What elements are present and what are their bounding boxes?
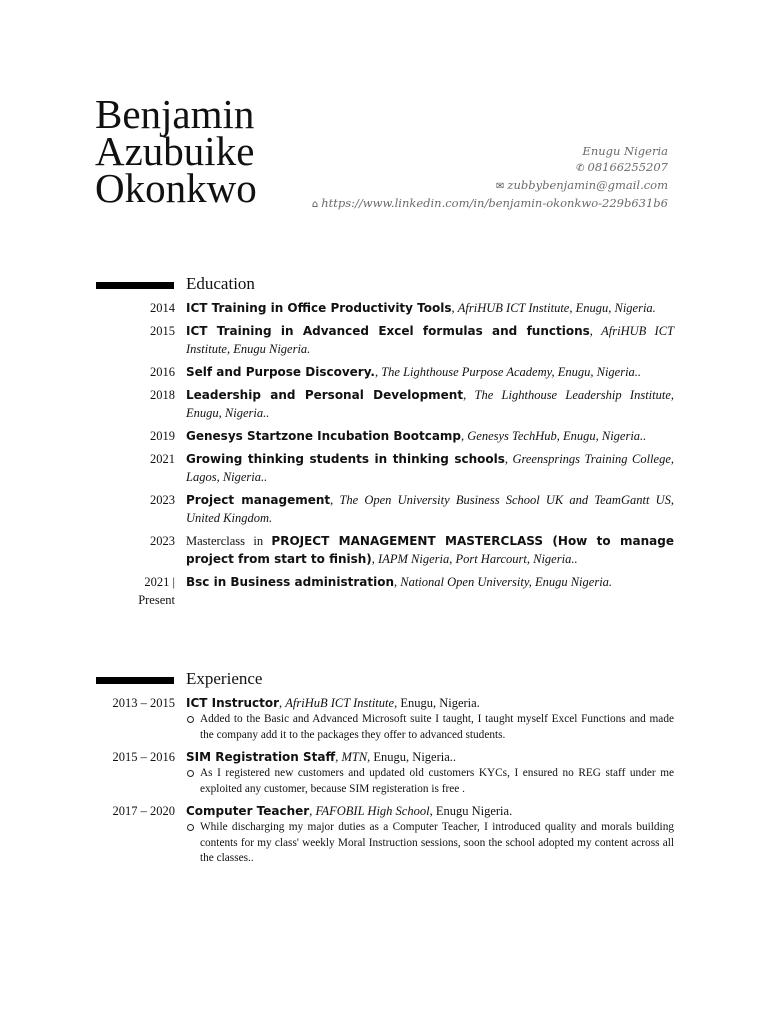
- entry-title: Leadership and Personal Development: [186, 388, 464, 402]
- bullet-circle-icon: [187, 824, 194, 831]
- name-middle: Azubuike: [95, 128, 255, 174]
- entry-separator: ,: [463, 388, 467, 402]
- entry-title: ICT Training in Advanced Excel formulas and functions: [186, 324, 590, 338]
- education-entry: [0, 386, 768, 422]
- linkedin-icon: ⌂: [311, 199, 319, 210]
- bullet-circle-icon: [187, 716, 194, 723]
- entry-separator: ,: [451, 301, 455, 315]
- contact-linkedin[interactable]: ⌂ https://www.linkedin.com/in/benjamin-okonkwo-229b631b6: [311, 196, 668, 210]
- entry-prefix: Masterclass in: [186, 534, 272, 548]
- entry-bullet: [200, 820, 674, 867]
- entry-date-text: 2015: [150, 324, 175, 338]
- education-section: [0, 273, 768, 607]
- entry-content: [186, 322, 674, 358]
- experience-entry: [0, 694, 768, 743]
- contact-phone: ✆ 08166255207: [576, 160, 668, 174]
- name-first: Benjamin: [95, 91, 255, 137]
- entry-date-text: 2018: [150, 388, 175, 402]
- phone-icon: ✆: [576, 163, 585, 174]
- entry-content: ICT Instructor, AfriHuB ICT Institute, Enugu, Nigeria.: [186, 696, 480, 710]
- entry-title: Bsc in Business administration: [186, 575, 394, 589]
- education-entry: [0, 299, 768, 317]
- entry-date-text: 2023: [150, 534, 175, 548]
- entry-date: 2013 – 2015: [112, 696, 175, 710]
- section-bar: [96, 282, 174, 289]
- entry-employer: FAFOBIL High School: [315, 804, 430, 818]
- education-list: [0, 299, 768, 607]
- entry-employer: AfriHuB ICT Institute: [285, 696, 395, 710]
- entry-bullet-text: Added to the Basic and Advanced Microsoft suite I taught, I taught myself Excel Functions and made the company add it to the packages they offer to advanced students.: [200, 713, 674, 741]
- entry-date: [75, 573, 175, 609]
- entry-separator: ,: [330, 493, 334, 507]
- entry-date-text: 2023: [150, 493, 175, 507]
- entry-title: Computer Teacher: [186, 804, 310, 818]
- entry-title: Growing thinking students in thinking schools: [186, 452, 505, 466]
- entry-date: [75, 532, 175, 550]
- entry-date: [75, 427, 175, 445]
- entry-date-text: 2014: [150, 301, 175, 315]
- education-entry: [0, 491, 768, 527]
- entry-institution: IAPM Nigeria, Port Harcourt, Nigeria..: [378, 552, 578, 566]
- education-entry: [0, 363, 768, 381]
- entry-location: , Enugu Nigeria.: [429, 804, 513, 818]
- entry-date: [75, 299, 175, 317]
- entry-date: [75, 450, 175, 468]
- section-bar: [96, 677, 174, 684]
- education-entry: [0, 322, 768, 358]
- entry-date: [75, 322, 175, 340]
- entry-content: [186, 573, 674, 591]
- entry-employer: MTN: [341, 750, 368, 764]
- experience-list: [0, 694, 768, 867]
- entry-date: 2015 – 2016: [112, 750, 175, 764]
- entry-separator: ,: [589, 324, 593, 338]
- entry-institution: AfriHUB ICT Institute, Enugu Nigeria.: [186, 324, 675, 356]
- entry-title: Project management: [186, 493, 331, 507]
- entry-bullet: [200, 712, 674, 743]
- entry-date: 2017 – 2020: [112, 804, 175, 818]
- entry-bullet: [200, 766, 674, 797]
- entry-location: , Enugu, Nigeria..: [367, 750, 457, 764]
- entry-institution: The Lighthouse Leadership Institute, Enugu, Nigeria..: [186, 388, 675, 420]
- education-header: [0, 273, 768, 299]
- education-title: Education: [186, 274, 255, 293]
- entry-content: [186, 363, 674, 381]
- experience-entry: [0, 802, 768, 867]
- entry-location: , Enugu, Nigeria.: [394, 696, 480, 710]
- entry-content: SIM Registration Staff, MTN, Enugu, Nigeria..: [186, 750, 457, 764]
- entry-title: Genesys Startzone Incubation Bootcamp: [186, 429, 462, 443]
- entry-date-text: 2016: [150, 365, 175, 379]
- entry-bullet-text: As I registered new customers and updated old customers KYCs, I ensured no REG staff under me exploited any customer, because SIM registeration is free .: [200, 767, 674, 795]
- entry-institution: Genesys TechHub, Enugu, Nigeria..: [467, 429, 647, 443]
- entry-separator: ,: [371, 552, 375, 566]
- education-entry: [0, 450, 768, 486]
- entry-content: [186, 427, 674, 445]
- experience-entry: [0, 748, 768, 797]
- entry-title: ICT Instructor: [186, 696, 279, 710]
- entry-content: [186, 450, 674, 486]
- education-entry: [0, 427, 768, 445]
- contact-location: Enugu Nigeria: [582, 144, 668, 158]
- bullet-circle-icon: [187, 770, 194, 777]
- contact-email[interactable]: ✉ zubbybenjamin@gmail.com: [496, 178, 668, 192]
- entry-institution: Greensprings Training College, Lagos, Nigeria..: [186, 452, 674, 484]
- entry-institution: AfriHUB ICT Institute, Enugu, Nigeria.: [457, 301, 656, 315]
- entry-content: [186, 299, 674, 317]
- name-last: Okonkwo: [95, 165, 257, 211]
- experience-title: Experience: [186, 669, 263, 688]
- entry-content: Computer Teacher, FAFOBIL High School, Enugu Nigeria.: [186, 804, 513, 818]
- entry-content: [186, 491, 674, 527]
- envelope-icon: ✉: [496, 181, 505, 192]
- education-entry: [0, 573, 768, 607]
- entry-date-text: 2021 |: [144, 575, 175, 589]
- entry-date-end: Present: [138, 593, 175, 607]
- entry-date: [75, 386, 175, 404]
- entry-date: [75, 363, 175, 381]
- entry-separator: ,: [461, 429, 465, 443]
- entry-title: ICT Training in Office Productivity Tools: [186, 301, 452, 315]
- experience-header: [0, 668, 768, 694]
- entry-title: Self and Purpose Discovery.: [186, 365, 375, 379]
- entry-separator: ,: [394, 575, 398, 589]
- education-entry: [0, 532, 768, 568]
- entry-date-text: 2019: [150, 429, 175, 443]
- entry-content: [186, 532, 674, 568]
- entry-content: [186, 386, 674, 422]
- experience-section: [0, 668, 768, 872]
- entry-bullet-text: While discharging my major duties as a Computer Teacher, I introduced quality and morals building contents for my class' weekly Moral Instruction sessions, soon the school adopted my content across all the classes..: [200, 821, 674, 864]
- entry-institution: The Open University Business School UK and TeamGantt US, United Kingdom.: [186, 493, 674, 525]
- entry-separator: ,: [504, 452, 509, 466]
- contact-block: [248, 143, 668, 213]
- entry-institution: National Open University, Enugu Nigeria.: [400, 575, 613, 589]
- entry-institution: The Lighthouse Purpose Academy, Enugu, Nigeria..: [381, 365, 642, 379]
- entry-title: SIM Registration Staff: [186, 750, 336, 764]
- entry-title: PROJECT MANAGEMENT MASTERCLASS (How to manage project from start to finish): [186, 534, 674, 566]
- entry-date-text: 2021: [150, 452, 175, 466]
- entry-date: [75, 491, 175, 509]
- entry-separator: ,: [374, 365, 379, 379]
